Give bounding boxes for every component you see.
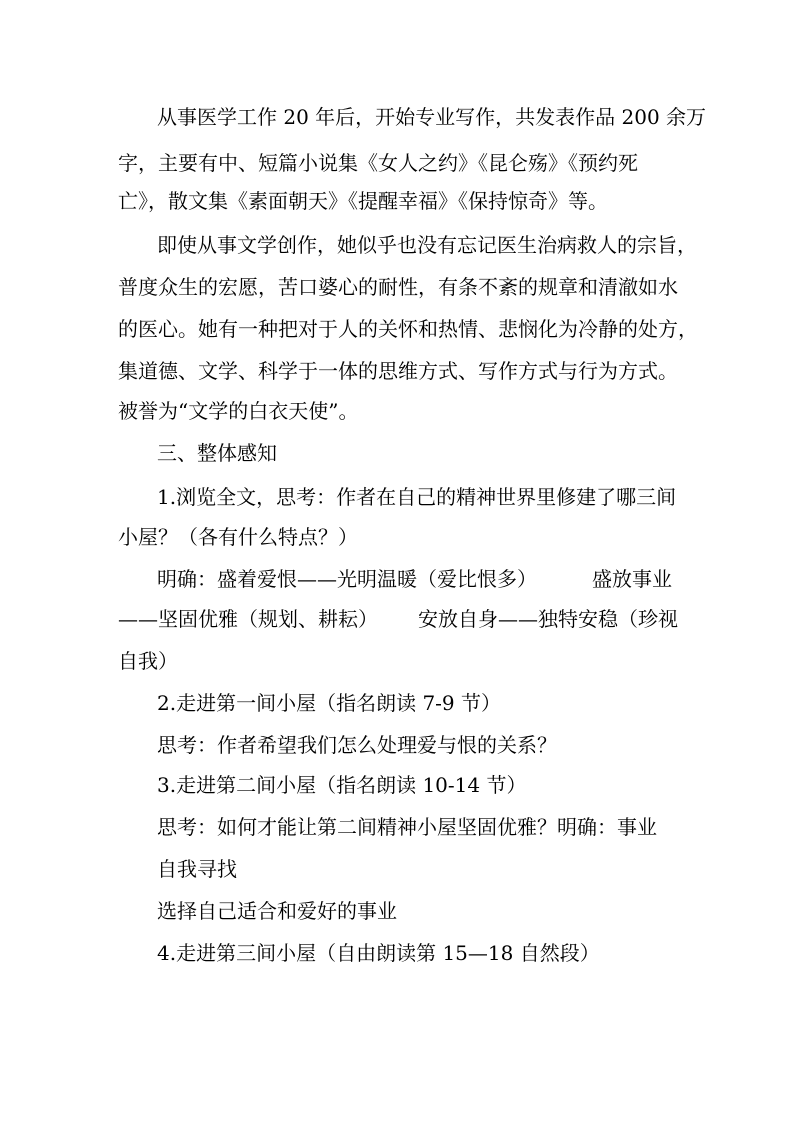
question-line: 2.走进第一间小屋（指名朗读 7-9 节） (157, 691, 502, 715)
answer-line: 自我寻找 (157, 857, 237, 881)
question-line: 3.走进第二间小屋（指名朗读 10-14 节） (157, 773, 527, 797)
paragraph-line: 从事医学工作 20 年后，开始专业写作，共发表作品 200 余万 (157, 105, 707, 129)
paragraph-line: 被誉为“文学的白衣天使”。 (118, 399, 359, 423)
paragraph-line: 字，主要有中、短篇小说集《女人之约》《昆仑殇》《预约死 (118, 151, 638, 175)
paragraph-line: 即使从事文学创作，她似乎也没有忘记医生治病救人的宗旨， (157, 233, 697, 257)
answer-line: 自我） (118, 649, 178, 673)
question-line: 4.走进第三间小屋（自由朗读第 15—18 自然段） (157, 941, 600, 965)
answer-line: 选择自己适合和爱好的事业 (157, 899, 397, 923)
answer-line: 明确：盛着爱恨——光明温暖（爱比恨多） (157, 567, 537, 591)
paragraph-line: 集道德、文学、科学于一体的思维方式、写作方式与行为方式。 (118, 359, 678, 383)
paragraph-line: 亡》，散文集《素面朝天》《提醒幸福》《保持惊奇》等。 (118, 189, 608, 213)
paragraph-line: 的医心。她有一种把对于人的关怀和热情、悲悯化为冷静的处方， (118, 317, 698, 341)
answer-line: ——坚固优雅（规划、耕耘） (118, 607, 378, 631)
section-heading: 三、整体感知 (157, 441, 277, 465)
question-line: 1.浏览全文，思考：作者在自己的精神世界里修建了哪三间 (157, 485, 677, 509)
paragraph-line: 普度众生的宏愿，苦口婆心的耐性，有条不紊的规章和清澈如水 (118, 275, 678, 299)
question-line: 思考：作者希望我们怎么处理爱与恨的关系？ (157, 733, 557, 757)
question-line: 思考：如何才能让第二间精神小屋坚固优雅？明确：事业 (157, 815, 657, 839)
answer-line: 安放自身——独特安稳（珍视 (418, 607, 678, 631)
question-line: 小屋？（各有什么特点？） (118, 525, 358, 549)
answer-line: 盛放事业 (592, 567, 672, 591)
